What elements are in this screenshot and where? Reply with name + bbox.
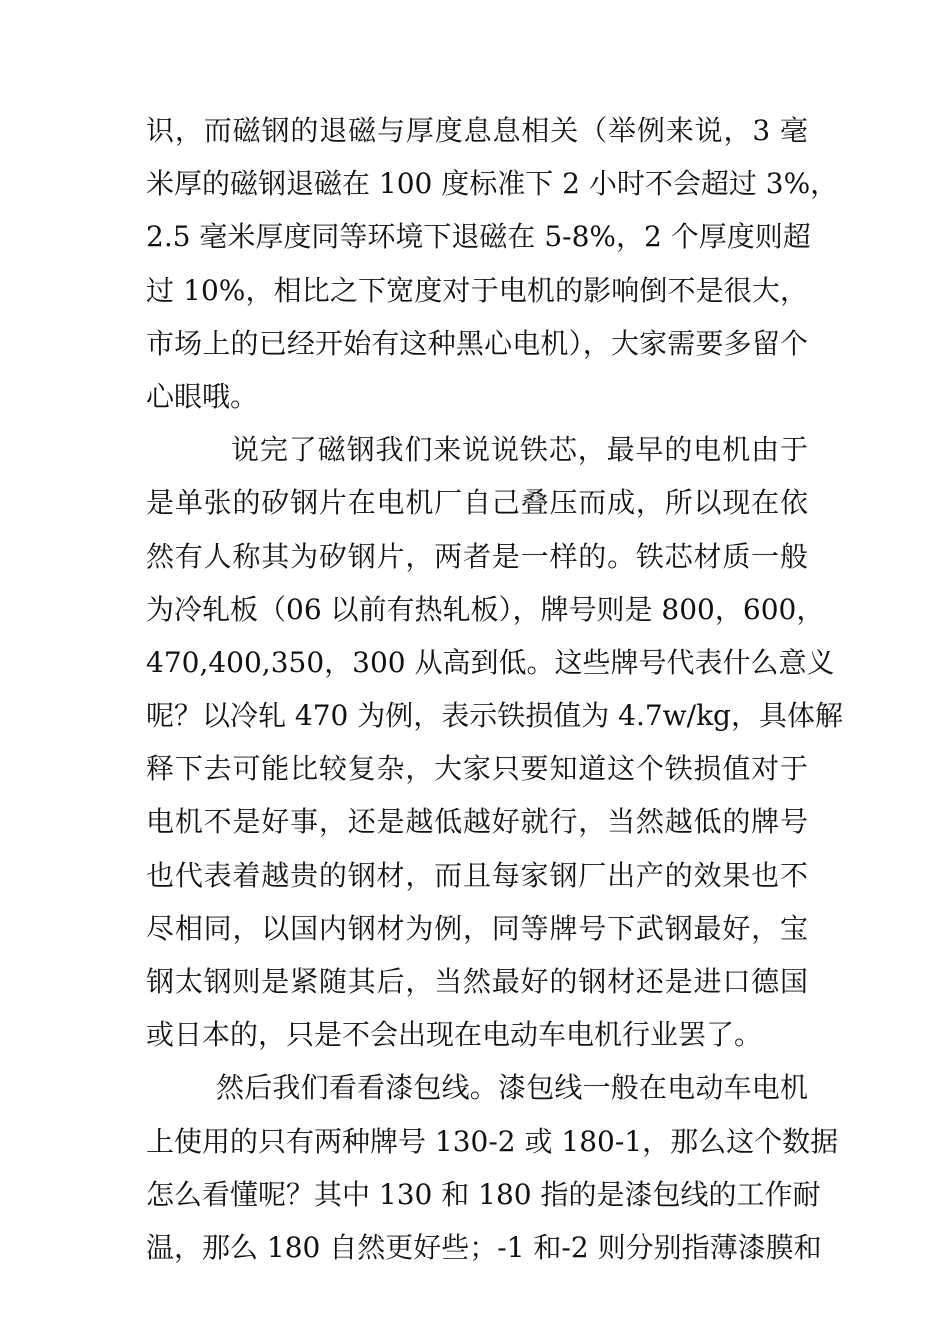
text-line: 温，那么 180 自然更好些；-1 和-2 则分别指薄漆膜和	[146, 1230, 822, 1264]
text-line: 说完了磁钢我们来说说铁芯，最早的电机由于	[231, 433, 808, 467]
text-line: 电机不是好事，还是越低越好就行，当然越低的牌号	[146, 805, 808, 839]
text-line: 过 10%，相比之下宽度对于电机的影响倒不是很大，	[146, 273, 808, 307]
text-line: 怎么看懂呢？其中 130 和 180 指的是漆包线的工作耐	[146, 1177, 821, 1211]
text-line: 市场上的已经开始有这种黑心电机），大家需要多留个	[146, 326, 808, 360]
text-line: 心眼哦。	[146, 379, 259, 413]
body-text	[146, 104, 843, 1274]
text-line: 钢太钢则是紧随其后，当然最好的钢材还是进口德国	[146, 965, 808, 998]
text-line: 然有人称其为矽钢片，两者是一样的。铁芯材质一般	[146, 539, 808, 573]
text-line: 2.5 毫米厚度同等环境下退磁在 5-8%，2 个厚度则超	[146, 220, 811, 254]
paragraph	[146, 1061, 839, 1274]
text-line: 然后我们看看漆包线。漆包线一般在电动车电机	[216, 1071, 808, 1105]
text-line: 470,400,350，300 从高到低。这些牌号代表什么意义	[146, 645, 835, 679]
text-line: 米厚的磁钢退磁在 100 度标准下 2 小时不会超过 3%，	[146, 167, 839, 201]
text-line: 为冷轧板（06 以前有热轧板），牌号则是 800，600，	[146, 592, 825, 626]
paragraph	[146, 104, 839, 423]
paragraph	[146, 423, 843, 1061]
text-line: 识，而磁钢的退磁与厚度息息相关（举例来说，3 毫	[146, 114, 808, 147]
text-line: 上使用的只有两种牌号 130-2 或 180-1，那么这个数据	[146, 1124, 839, 1158]
text-line: 尽相同，以国内钢材为例，同等牌号下武钢最好，宝	[146, 911, 808, 945]
text-line: 是单张的矽钢片在电机厂自己叠压而成，所以现在依	[146, 486, 808, 520]
text-line: 或日本的，只是不会出现在电动车电机行业罢了。	[146, 1018, 763, 1052]
text-line: 释下去可能比较复杂，大家只要知道这个铁损值对于	[146, 752, 808, 786]
text-line: 也代表着越贵的钢材，而且每家钢厂出产的效果也不	[146, 858, 808, 892]
text-line: 呢？以冷轧 470 为例，表示铁损值为 4.7w/kg，具体解	[146, 699, 843, 733]
